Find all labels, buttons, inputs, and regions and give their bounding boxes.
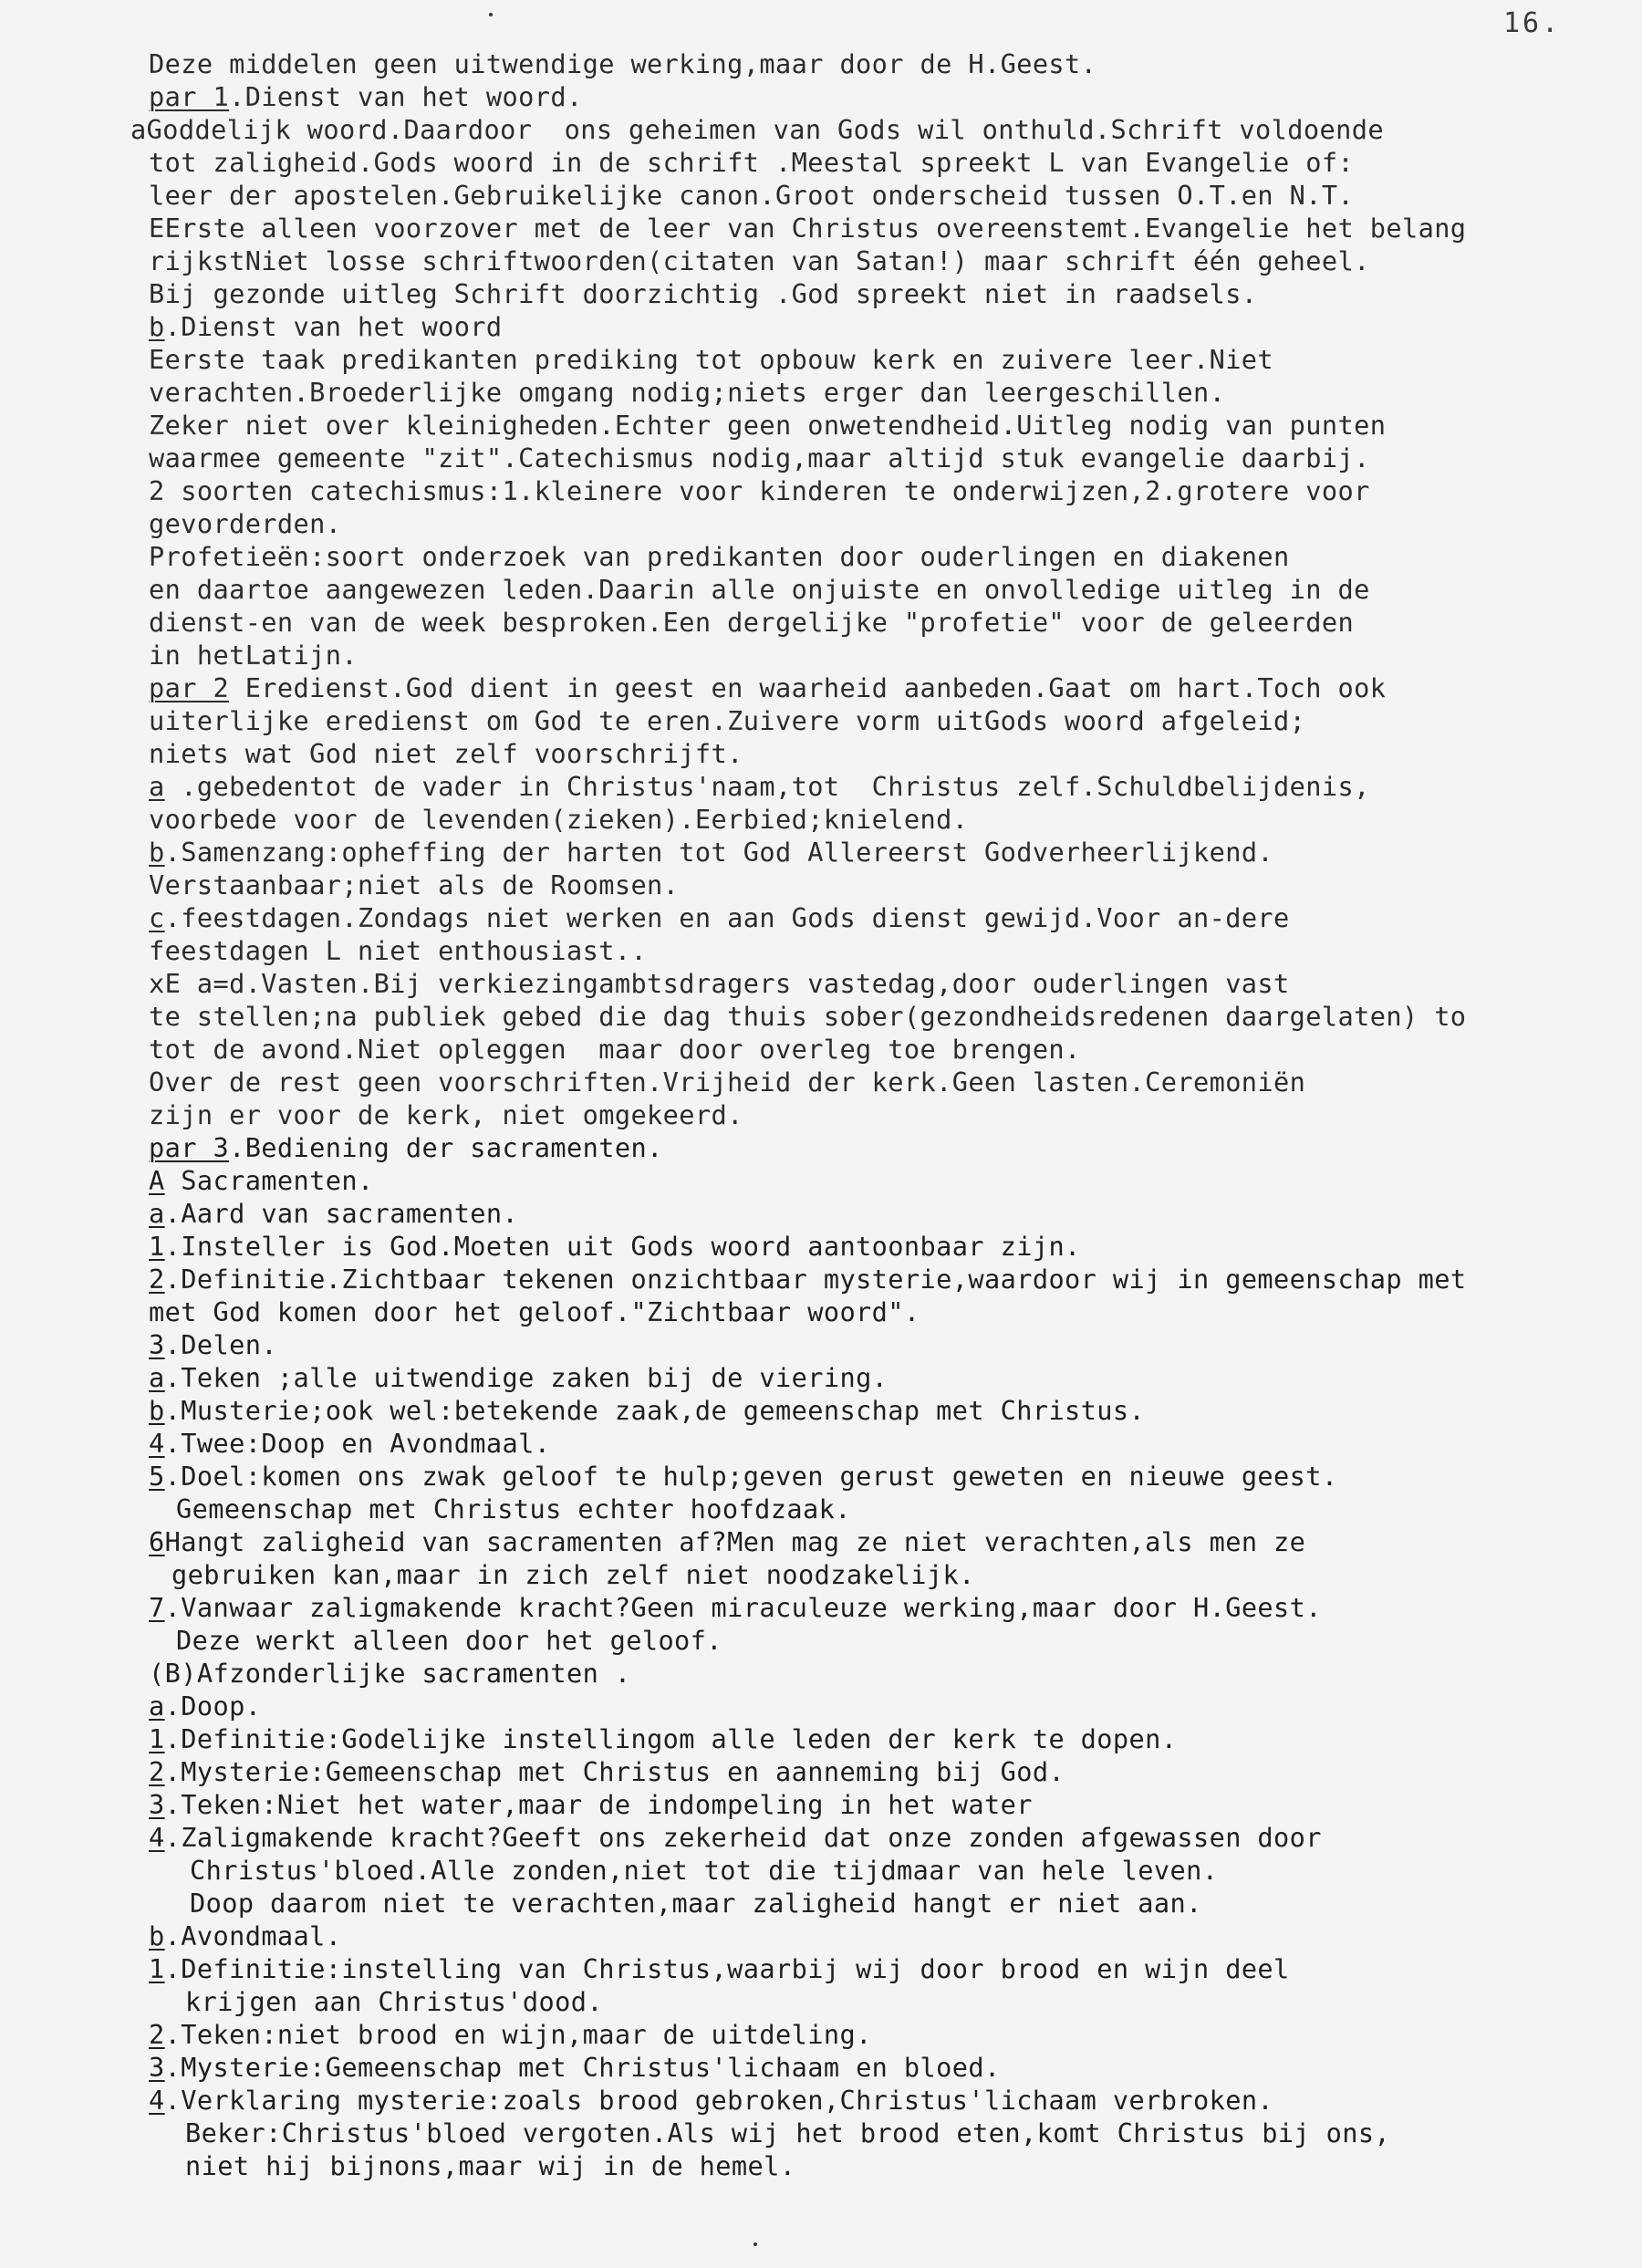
- text-line: [149, 836, 1273, 869]
- line-text: zijn er voor de kerk, niet omgekeerd.: [149, 1099, 743, 1130]
- line-text: tot de avond.Niet opleggen maar door overleg toe brengen.: [149, 1034, 1081, 1065]
- line-text: .Teken:Niet het water,maar de indompeling in het water: [164, 1789, 1033, 1820]
- line-text: (B)Afzonderlijke sacramenten .: [149, 1658, 631, 1689]
- underlined-section-marker: c: [149, 902, 165, 933]
- text-line: [149, 1230, 1081, 1263]
- line-text: .gebedentot de vader in Christus'naam,tot Christus zelf.Schuldbelijdenis,: [164, 771, 1370, 802]
- underlined-section-marker: a: [149, 1198, 165, 1229]
- text-line: [149, 146, 1354, 179]
- line-text: en daartoe aangewezen leden.Daarin alle onjuiste en onvolledige uitleg in de: [149, 574, 1370, 605]
- ink-speck: [489, 13, 493, 16]
- text-line: [149, 310, 503, 343]
- text-line: [149, 803, 968, 836]
- underlined-section-marker: 1: [149, 1231, 165, 1262]
- text-line: [185, 1985, 603, 2018]
- underlined-section-marker: a: [149, 771, 165, 802]
- underlined-section-marker: par 3: [149, 1132, 230, 1163]
- line-text: Beker:Christus'bloed vergoten.Als wij het brood eten,komt Christus bij ons,: [185, 2117, 1391, 2148]
- text-line: [149, 606, 1354, 639]
- text-line: [185, 2149, 795, 2182]
- underlined-section-marker: a: [149, 1362, 165, 1393]
- underlined-section-marker: 7: [149, 1592, 165, 1623]
- text-line: [149, 671, 1386, 704]
- text-line: [149, 2084, 1273, 2117]
- text-line: [149, 1427, 550, 1460]
- line-text: .Bediening der sacramenten.: [229, 1132, 663, 1163]
- text-line: [149, 1722, 1177, 1755]
- underlined-section-marker: b: [149, 1395, 165, 1426]
- text-line: [149, 1690, 261, 1722]
- line-text: leer der apostelen.Gebruikelijke canon.Groot onderscheid tussen O.T.en N.T.: [149, 180, 1355, 211]
- underlined-section-marker: 5: [149, 1461, 165, 1492]
- text-line: [149, 1197, 518, 1230]
- text-line: [190, 1854, 1218, 1887]
- line-text: Over de rest geen voorschriften.Vrijheid der kerk.Geen lasten.Ceremoniën: [149, 1066, 1306, 1098]
- line-text: rijkstNiet losse schriftwoorden(citaten van Satan!) maar schrift één geheel.: [149, 245, 1370, 276]
- underlined-section-marker: a: [149, 1691, 165, 1722]
- underlined-section-marker: 2: [149, 2019, 165, 2050]
- text-line: [149, 442, 1370, 474]
- text-line: [149, 1131, 663, 1164]
- line-text: EErste alleen voorzover met de leer van Christus overeenstemt.Evangelie het belang: [149, 213, 1467, 244]
- text-line: [149, 1328, 277, 1361]
- underlined-section-marker: 6: [149, 1526, 165, 1557]
- text-line: [149, 277, 1257, 310]
- line-text: .feestdagen.Zondags niet werken en aan Gods dienst gewijd.Voor an-dere: [164, 902, 1290, 933]
- line-text: waarmee gemeente "zit".Catechismus nodig,maar altijd stuk evangelie daarbij.: [149, 442, 1370, 473]
- text-line: [149, 1263, 1466, 1295]
- line-text: Doop daarom niet te verachten,maar zaligheid hangt er niet aan.: [190, 1888, 1202, 1919]
- text-line: [149, 737, 743, 770]
- text-line: [176, 1493, 851, 1525]
- text-line: [190, 1887, 1202, 1919]
- text-line: [149, 901, 1290, 934]
- text-line: [149, 1295, 920, 1328]
- text-line: [149, 540, 1290, 573]
- text-line: [130, 113, 1384, 146]
- underlined-section-marker: 3: [149, 1789, 165, 1820]
- ink-speck: [753, 2242, 757, 2246]
- line-text: .Verklaring mysterie:zoals brood gebroken,Christus'lichaam verbroken.: [164, 2085, 1274, 2116]
- line-text: uiterlijke eredienst om God te eren.Zuivere vorm uitGods woord afgeleid;: [149, 705, 1306, 736]
- line-text: .Teken ;alle uitwendige zaken bij de viering.: [164, 1362, 889, 1393]
- text-line: [149, 934, 647, 967]
- underlined-section-marker: A: [149, 1165, 165, 1196]
- underlined-section-marker: par 2: [149, 672, 230, 703]
- line-text: .Teken:niet brood en wijn,maar de uitdeling.: [164, 2019, 872, 2050]
- underlined-section-marker: 4: [149, 1428, 165, 1459]
- text-line: [149, 770, 1370, 803]
- line-text: Bij gezonde uitleg Schrift doorzichtig .God spreekt niet in raadsels.: [149, 278, 1258, 309]
- underlined-section-marker: 4: [149, 2085, 165, 2116]
- line-text: 2 soorten catechismus:1.kleinere voor kinderen te onderwijzen,2.grotere voor: [149, 475, 1370, 506]
- underlined-section-marker: 2: [149, 1756, 165, 1787]
- text-line: [149, 704, 1305, 737]
- line-text: .Definitie:instelling van Christus,waarbij wij door brood en wijn deel: [164, 1953, 1290, 1984]
- line-text: Christus'bloed.Alle zonden,niet tot die tijdmaar van hele leven.: [190, 1855, 1219, 1886]
- line-text: .Mysterie:Gemeenschap met Christus en aanneming bij God.: [164, 1756, 1065, 1787]
- line-text: .Doop.: [164, 1691, 262, 1722]
- text-line: [149, 343, 1273, 376]
- line-text: .Dienst van het woord.: [229, 81, 583, 112]
- text-line: [149, 1394, 1145, 1427]
- line-text: te stellen;na publiek gebed die dag thuis sober(gezondheidsredenen daargelaten) to: [149, 1001, 1467, 1032]
- line-text: Deze werkt alleen door het geloof.: [176, 1625, 722, 1656]
- line-text: verachten.Broederlijke omgang nodig;niets erger dan leergeschillen.: [149, 377, 1226, 408]
- text-line: [149, 2051, 1001, 2084]
- text-line: [149, 1952, 1290, 1985]
- line-text: Zeker niet over kleinigheden.Echter geen onwetendheid.Uitleg nodig van punten: [149, 410, 1387, 441]
- underlined-section-marker: 2: [149, 1264, 165, 1295]
- line-text: Sacramenten.: [164, 1165, 374, 1196]
- underlined-section-marker: par 1: [149, 81, 230, 112]
- text-line: [149, 376, 1225, 409]
- line-text: .Vanwaar zaligmakende kracht?Geen miraculeuze werking,maar door H.Geest.: [164, 1592, 1322, 1623]
- line-text: niet hij bijnons,maar wij in de hemel.: [185, 2150, 796, 2181]
- line-text: niets wat God niet zelf voorschrijft.: [149, 738, 743, 769]
- line-text: .Aard van sacramenten.: [164, 1198, 519, 1229]
- text-line: [149, 1000, 1466, 1033]
- text-line: [149, 1821, 1322, 1854]
- text-line: [149, 409, 1386, 442]
- line-text: .Zaligmakende kracht?Geeft ons zekerheid dat onze zonden afgewassen door: [164, 1822, 1322, 1853]
- text-line: [149, 1788, 1033, 1821]
- text-line: [149, 80, 583, 113]
- text-line: [149, 507, 341, 540]
- line-text: xE a=d.Vasten.Bij verkiezingambtsdragers vastedag,door ouderlingen vast: [149, 968, 1290, 999]
- text-line: [149, 474, 1370, 507]
- line-text: voorbede voor de levenden(zieken).Eerbied;knielend.: [149, 804, 969, 835]
- underlined-section-marker: 1: [149, 1953, 165, 1984]
- text-line: [149, 212, 1466, 244]
- underlined-section-marker: b: [149, 1920, 165, 1951]
- line-text: .Samenzang:opheffing der harten tot God Allereerst Godverheerlijkend.: [164, 837, 1274, 868]
- line-text: tot zaligheid.Gods woord in de schrift .Meestal spreekt L van Evangelie of:: [149, 147, 1355, 178]
- underlined-section-marker: 1: [149, 1723, 165, 1754]
- line-text: Deze middelen geen uitwendige werking,maar door de H.Geest.: [149, 48, 1097, 79]
- line-text: Eredienst.God dient in geest en waarheid aanbeden.Gaat om hart.Toch ook: [229, 672, 1387, 703]
- line-text: dienst-en van de week besproken.Een dergelijke "profetie" voor de geleerden: [149, 607, 1355, 638]
- line-text: .Delen.: [164, 1329, 277, 1360]
- text-line: [149, 47, 1096, 80]
- line-text: .Avondmaal.: [164, 1920, 342, 1951]
- text-line: [149, 1755, 1065, 1788]
- line-text: Hangt zaligheid van sacramenten af?Men mag ze niet verachten,als men ze: [164, 1526, 1306, 1557]
- text-line: [149, 1033, 1081, 1066]
- line-text: in hetLatijn.: [149, 640, 358, 671]
- underlined-section-marker: 3: [149, 2052, 165, 2083]
- text-line: [176, 1624, 722, 1657]
- line-text: gebruiken kan,maar in zich zelf niet noodzakelijk.: [171, 1559, 975, 1590]
- text-line: [149, 2018, 872, 2051]
- text-line: [149, 967, 1290, 1000]
- underlined-section-marker: 3: [149, 1329, 165, 1360]
- text-line: [149, 1066, 1305, 1098]
- text-line: [149, 244, 1370, 277]
- text-line: [149, 1460, 1338, 1493]
- line-text: met God komen door het geloof."Zichtbaar woord".: [149, 1296, 920, 1327]
- underlined-section-marker: 4: [149, 1822, 165, 1853]
- text-line: [171, 1558, 975, 1591]
- line-text: Verstaanbaar;niet als de Roomsen.: [149, 869, 680, 900]
- text-line: [149, 1657, 630, 1690]
- text-line: [149, 1591, 1322, 1624]
- line-text: Eerste taak predikanten prediking tot opbouw kerk en zuivere leer.Niet: [149, 344, 1274, 375]
- text-line: [149, 639, 358, 671]
- line-text: .Dienst van het woord: [164, 311, 503, 342]
- line-text: gevorderden.: [149, 508, 342, 539]
- line-text: .Twee:Doop en Avondmaal.: [164, 1428, 551, 1459]
- line-text: .Doel:komen ons zwak geloof te hulp;geven gerust geweten en nieuwe geest.: [164, 1461, 1338, 1492]
- underlined-section-marker: b: [149, 837, 165, 868]
- text-line: [149, 1164, 374, 1197]
- text-line: [185, 2117, 1390, 2149]
- line-text: .Insteller is God.Moeten uit Gods woord aantoonbaar zijn.: [164, 1231, 1081, 1262]
- text-line: [149, 1361, 888, 1394]
- line-text: feestdagen L niet enthousiast..: [149, 935, 648, 966]
- text-line: [149, 1525, 1305, 1558]
- page-number: 16.: [1503, 7, 1562, 39]
- line-text: .Definitie.Zichtbaar tekenen onzichtbaar mysterie,waardoor wij in gemeenschap met: [164, 1264, 1467, 1295]
- line-text: .Musterie;ook wel:betekende zaak,de gemeenschap met Christus.: [164, 1395, 1146, 1426]
- line-text: krijgen aan Christus'dood.: [185, 1986, 603, 2017]
- line-text: Profetieën:soort onderzoek van predikanten door ouderlingen en diakenen: [149, 541, 1290, 572]
- line-text: Gemeenschap met Christus echter hoofdzaak.: [176, 1493, 851, 1524]
- text-line: [149, 179, 1354, 212]
- underlined-section-marker: b: [149, 311, 165, 342]
- text-line: [149, 573, 1370, 606]
- text-line: [149, 1098, 743, 1131]
- line-text: aGoddelijk woord.Daardoor ons geheimen van Gods wil onthuld.Schrift voldoende: [130, 114, 1384, 145]
- text-line: [149, 1919, 341, 1952]
- line-text: .Mysterie:Gemeenschap met Christus'lichaam en bloed.: [164, 2052, 1001, 2083]
- line-text: .Definitie:Godelijke instellingom alle leden der kerk te dopen.: [164, 1723, 1178, 1754]
- text-line: [149, 869, 679, 901]
